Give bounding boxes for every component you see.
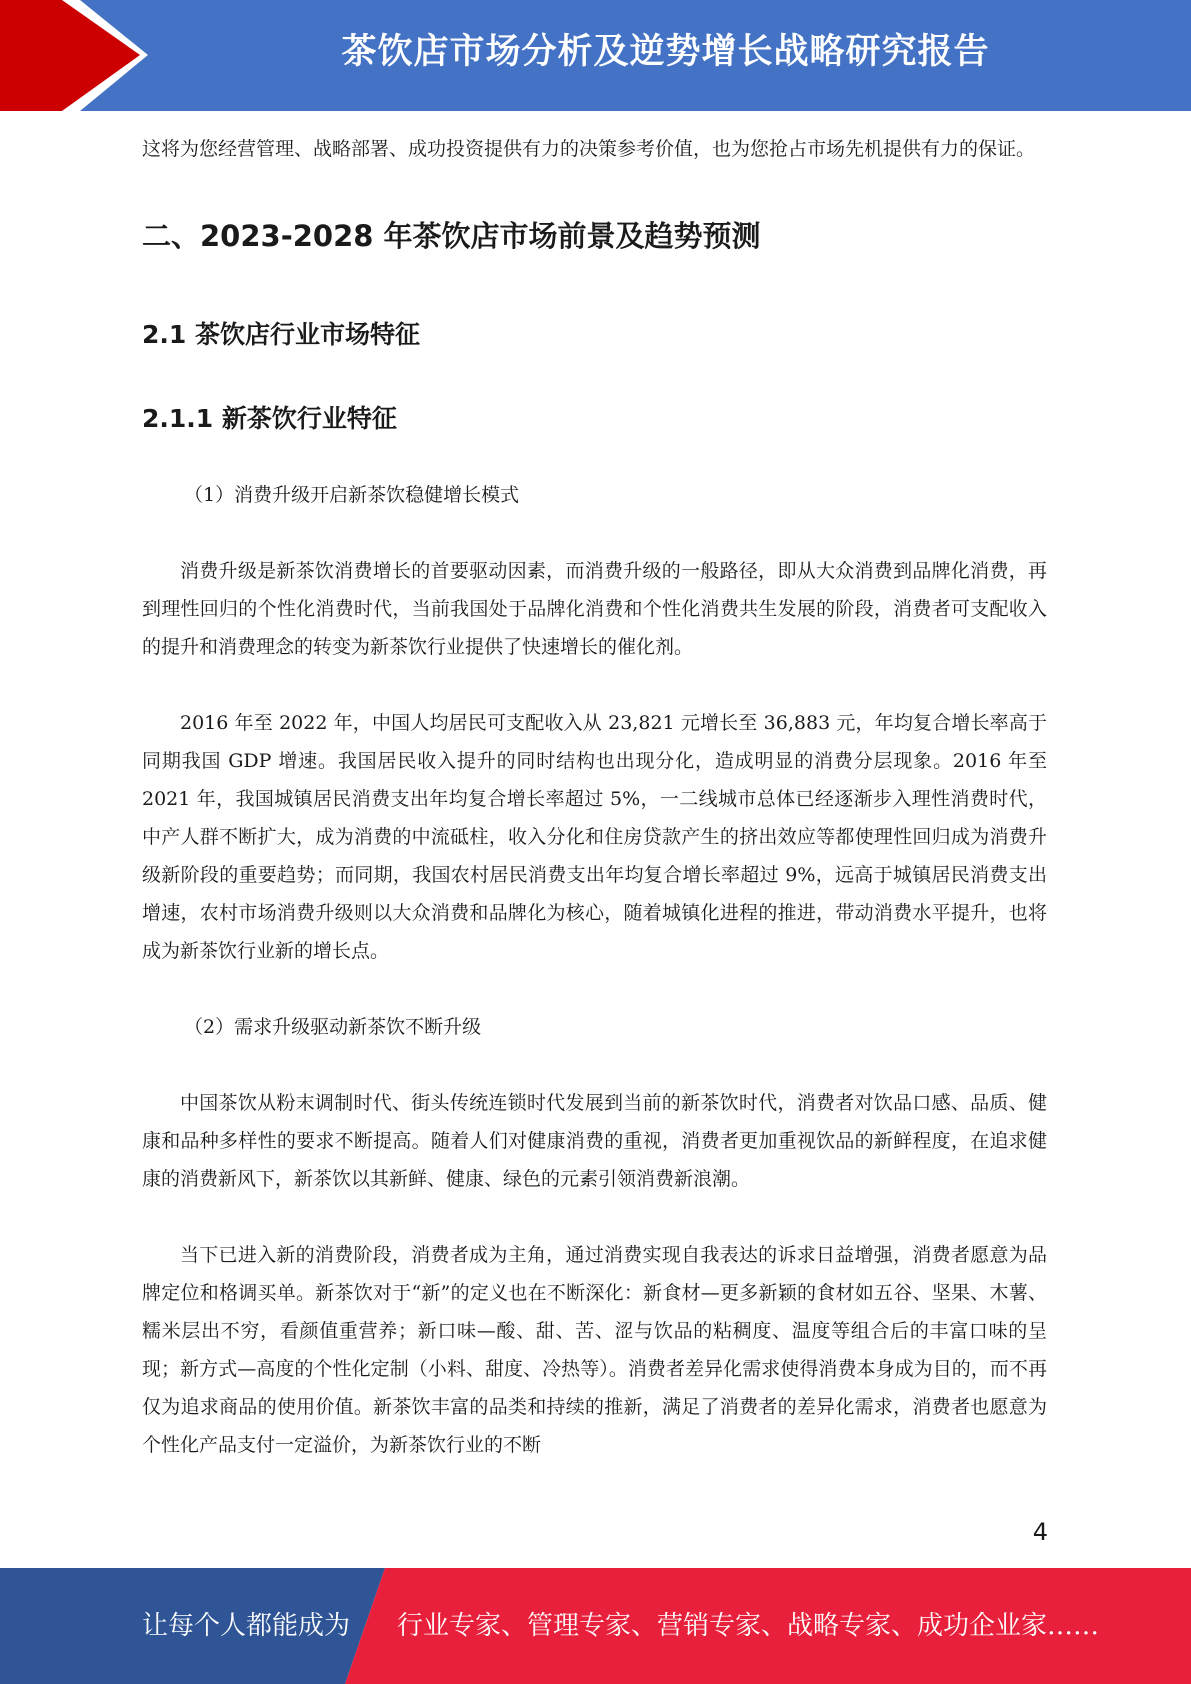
header-banner	[0, 0, 1191, 111]
report-title: 茶饮店市场分析及逆势增长战略研究报告	[341, 32, 990, 72]
paragraph-3: 中国茶饮从粉末调制时代、街头传统连锁时代发展到当前的新茶饮时代，消费者对饮品口感、品质、健康和品种多样性的要求不断提高。随着人们对健康消费的重视，消费者更加重视饮品的新鲜程度，在追求健康的消费新风下，新茶饮以其新鲜、健康、绿色的元素引领消费新浪潮。	[142, 1092, 1047, 1190]
page-number: 4	[1032, 1518, 1048, 1546]
footer-banner	[0, 1568, 1191, 1684]
footer-slogan-left: 让每个人都能成为	[142, 1611, 351, 1641]
paragraph-1: 消费升级是新茶饮消费增长的首要驱动因素，而消费升级的一般路径，即从大众消费到品牌化消费，再到理性回归的个性化消费时代，当前我国处于品牌化消费和个性化消费共生发展的阶段，消费者可支配收入的提升和消费理念的转变为新茶饮行业提供了快速增长的催化剂。	[142, 560, 1047, 658]
subheading-2-1-1: 2.1.1 新茶饮行业特征	[142, 404, 397, 433]
subheading-2-1: 2.1 茶饮店行业市场特征	[142, 320, 420, 349]
header-chevron-decoration	[0, 0, 160, 111]
page-content	[142, 130, 1047, 1464]
paragraph-2: 2016 年至 2022 年，中国人均居民可支配收入从 23,821 元增长至 36,883 元，年均复合增长率高于同期我国 GDP 增速。我国居民收入提升的同时结构也出现分化，造成明显的消费分层现象。2016 年至 2021 年，我国城镇居民消费支出年均复合增长率超过 5%，一二线城市总体已经逐渐步入理性消费时代，中产人群不断扩大，成为消费的中流砥柱，收入分化和住房贷款产生的挤出效应等都使理性回归成为消费升级新阶段的重要趋势；而同期，我国农村居民消费支出年均复合增长率超过 9%，远高于城镇居民消费支出增速，农村市场消费升级则以大众消费和品牌化为核心，随着城镇化进程的推进，带动消费水平提升，也将成为新茶饮行业新的增长点。	[142, 712, 1047, 962]
item-1-title: （1）消费升级开启新茶饮稳健增长模式	[184, 484, 520, 506]
paragraph-4: 当下已进入新的消费阶段，消费者成为主角，通过消费实现自我表达的诉求日益增强，消费者愿意为品牌定位和格调买单。新茶饮对于“新”的定义也在不断深化：新食材—更多新颖的食材如五谷、坚果、木薯、糯米层出不穷，看颜值重营养；新口味—酸、甜、苦、涩与饮品的粘稠度、温度等组合后的丰富口味的呈现；新方式—高度的个性化定制（小料、甜度、冷热等）。消费者差异化需求使得消费本身成为目的，而不再仅为追求商品的使用价值。新茶饮丰富的品类和持续的推新，满足了消费者的差异化需求，消费者也愿意为个性化产品支付一定溢价，为新茶饮行业的不断	[142, 1244, 1047, 1456]
intro-paragraph: 这将为您经营管理、战略部署、成功投资提供有力的决策参考价值，也为您抢占市场先机提供有力的保证。	[142, 138, 1036, 160]
item-2-title: （2）需求升级驱动新茶饮不断升级	[184, 1016, 482, 1038]
footer-slogan-right: 行业专家、管理专家、营销专家、战略专家、成功企业家……	[397, 1611, 1100, 1641]
section-heading: 二、2023-2028 年茶饮店市场前景及趋势预测	[142, 219, 761, 253]
